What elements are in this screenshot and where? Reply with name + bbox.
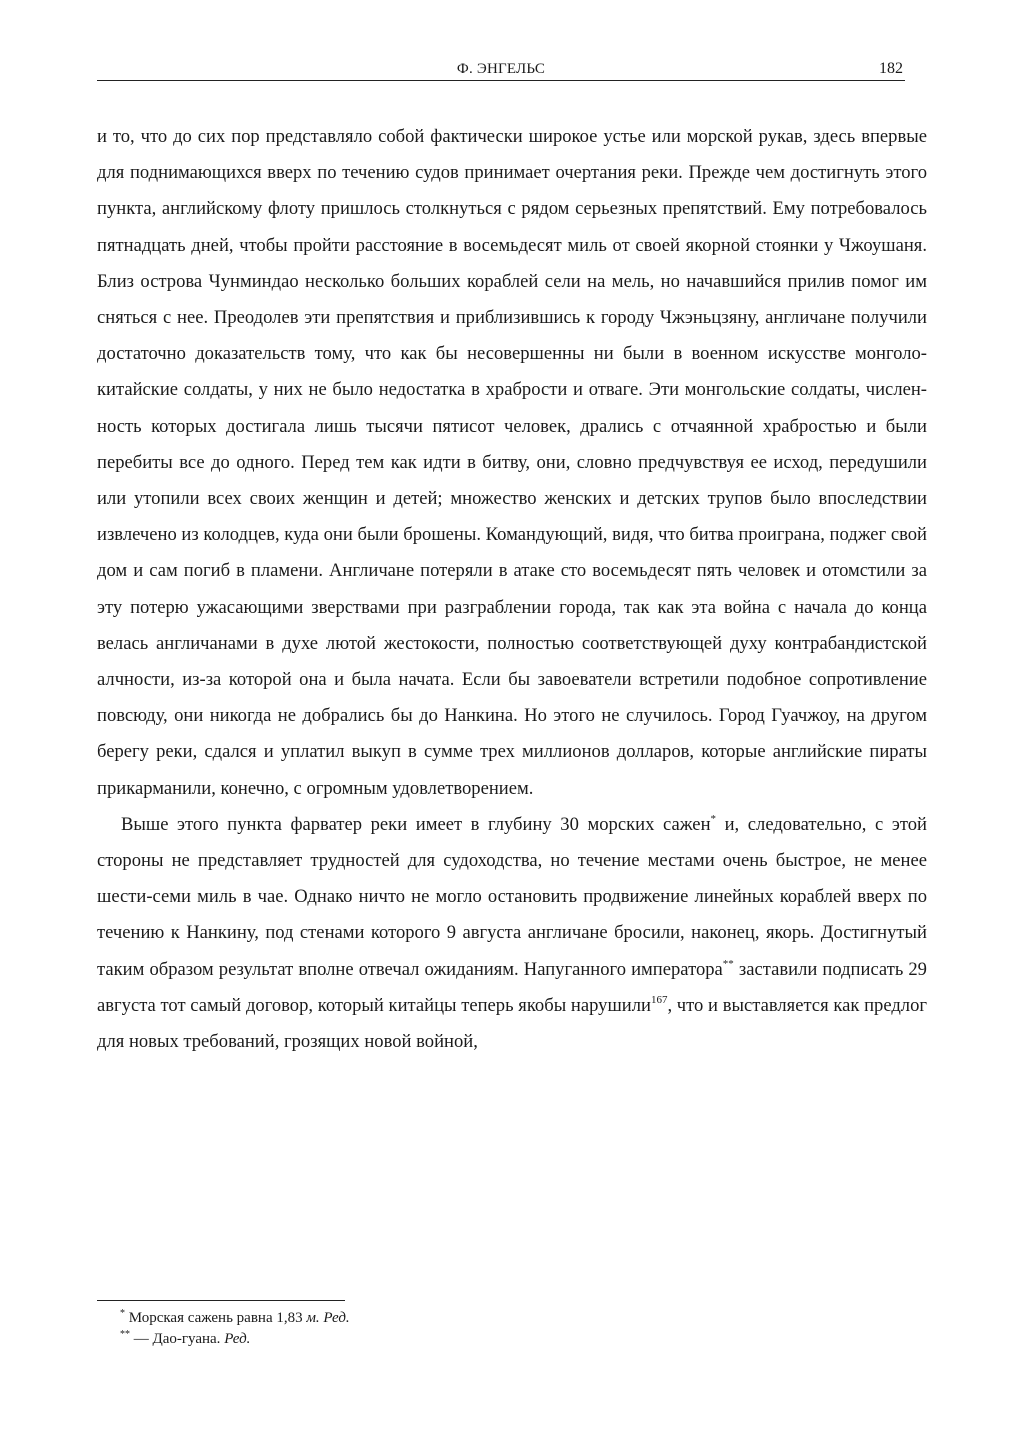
running-header (97, 60, 905, 81)
footnote-1 (120, 1308, 350, 1329)
endnote-ref-167: 167 (650, 993, 668, 1006)
paragraph-2-part-b: и, следовательно, с этой стороны не представляет трудностей для судоходства, но течение местами очень быстрое, не менее шести-семи миль в чае. Однако ничто не могло остановить продвижение линейных кораблей вверх по течению к Нанкину, под стенами которого 9 августа англичане бросили, наконец, якорь. Достигнутый таким образом результат вполне отвечал ожиданиям. Напуганного императора (97, 813, 927, 980)
main-text (97, 119, 927, 1060)
footnote-2 (120, 1329, 350, 1350)
paragraph-2-part-a: Выше этого пункта фарватер реки имеет в глубину 30 морских сажен (121, 813, 711, 835)
footnote-1-mark: * (120, 1308, 125, 1319)
footnote-ref-2: ** (722, 957, 734, 970)
page-number: 182 (879, 60, 903, 77)
footnotes (120, 1308, 350, 1350)
paragraph-2-part-d: , что и выставляется как предлог для новых требований, грозящих новой войной, (97, 994, 927, 1053)
footnote-2-text: — Дао-гуана. (130, 1331, 225, 1347)
footnote-2-italic: Ред. (224, 1331, 251, 1347)
footnote-2-mark: ** (120, 1329, 130, 1340)
footnote-ref-1: * (710, 812, 717, 825)
footnote-rule (97, 1300, 345, 1301)
footnote-1-text: Морская сажень равна 1,83 (125, 1310, 307, 1326)
paragraph-2 (97, 807, 927, 1060)
paragraph-2-part-c: заставили подписать 29 августа тот самый договор, который китайцы теперь якобы нарушили (97, 958, 927, 1016)
header-author: Ф. ЭНГЕЛЬС (456, 61, 546, 77)
paragraph-1: и то, что до сих пор представляло собой фактически широкое устье или морской рукав, здесь впервые для поднимающихся вверх по течению судов принимает очертания реки. Прежде чем достигнуть этого пункта, английскому флоту пришлось столкнуться с рядом серьезных препятствий. Ему потребовалось пятнадцать дней, чтобы пройти расстояние в восемьдесят миль от своей якорной стоянки у Чжоушаня. Близ острова Чунминдао несколько больших кораблей сели на мель, но начавшийся прилив помог им сняться с нее. Преодолев эти препятствия и приблизившись к городу Чжэньцзяну, англичане получили достаточно доказательств тому, что как бы несовершенны ни были в военном искусстве монголо-китайские солдаты, у них не было недостатка в храбрости и отваге. Эти монгольские солдаты, численность которых достигала лишь тысячи пятисот человек, дрались с отчаянной храбростью и были перебиты все до одного. Перед тем как идти в битву, они, словно предчувствуя ее исход, передушили или утопили всех своих женщин и детей; множество женских и детских трупов было впоследствии извлечено из колодцев, куда они были брошены. Командующий, видя, что битва проиграна, поджег свой дом и сам погиб в пламени. Англичане потеряли в атаке сто восемьдесят пять человек и отомстили за эту потерю ужасающими зверствами при разграблении города, так как эта война с начала до конца велась англичанами в духе лютой жестокости, полностью соответствующей духу контрабандистской алчности, из-за которой она и была начата. Если бы завоеватели встретили подобное сопротивление повсюду, они никогда не добрались бы до Нанкина. Но этого не случилось. Город Гуачжоу, на другом берегу реки, сдался и уплатил выкуп в сумме трех миллионов долларов, которые английские пираты прикарманили, конечно, с огромным удовлетворением. (97, 126, 927, 799)
footnote-1-italic: м. Ред. (306, 1310, 350, 1326)
